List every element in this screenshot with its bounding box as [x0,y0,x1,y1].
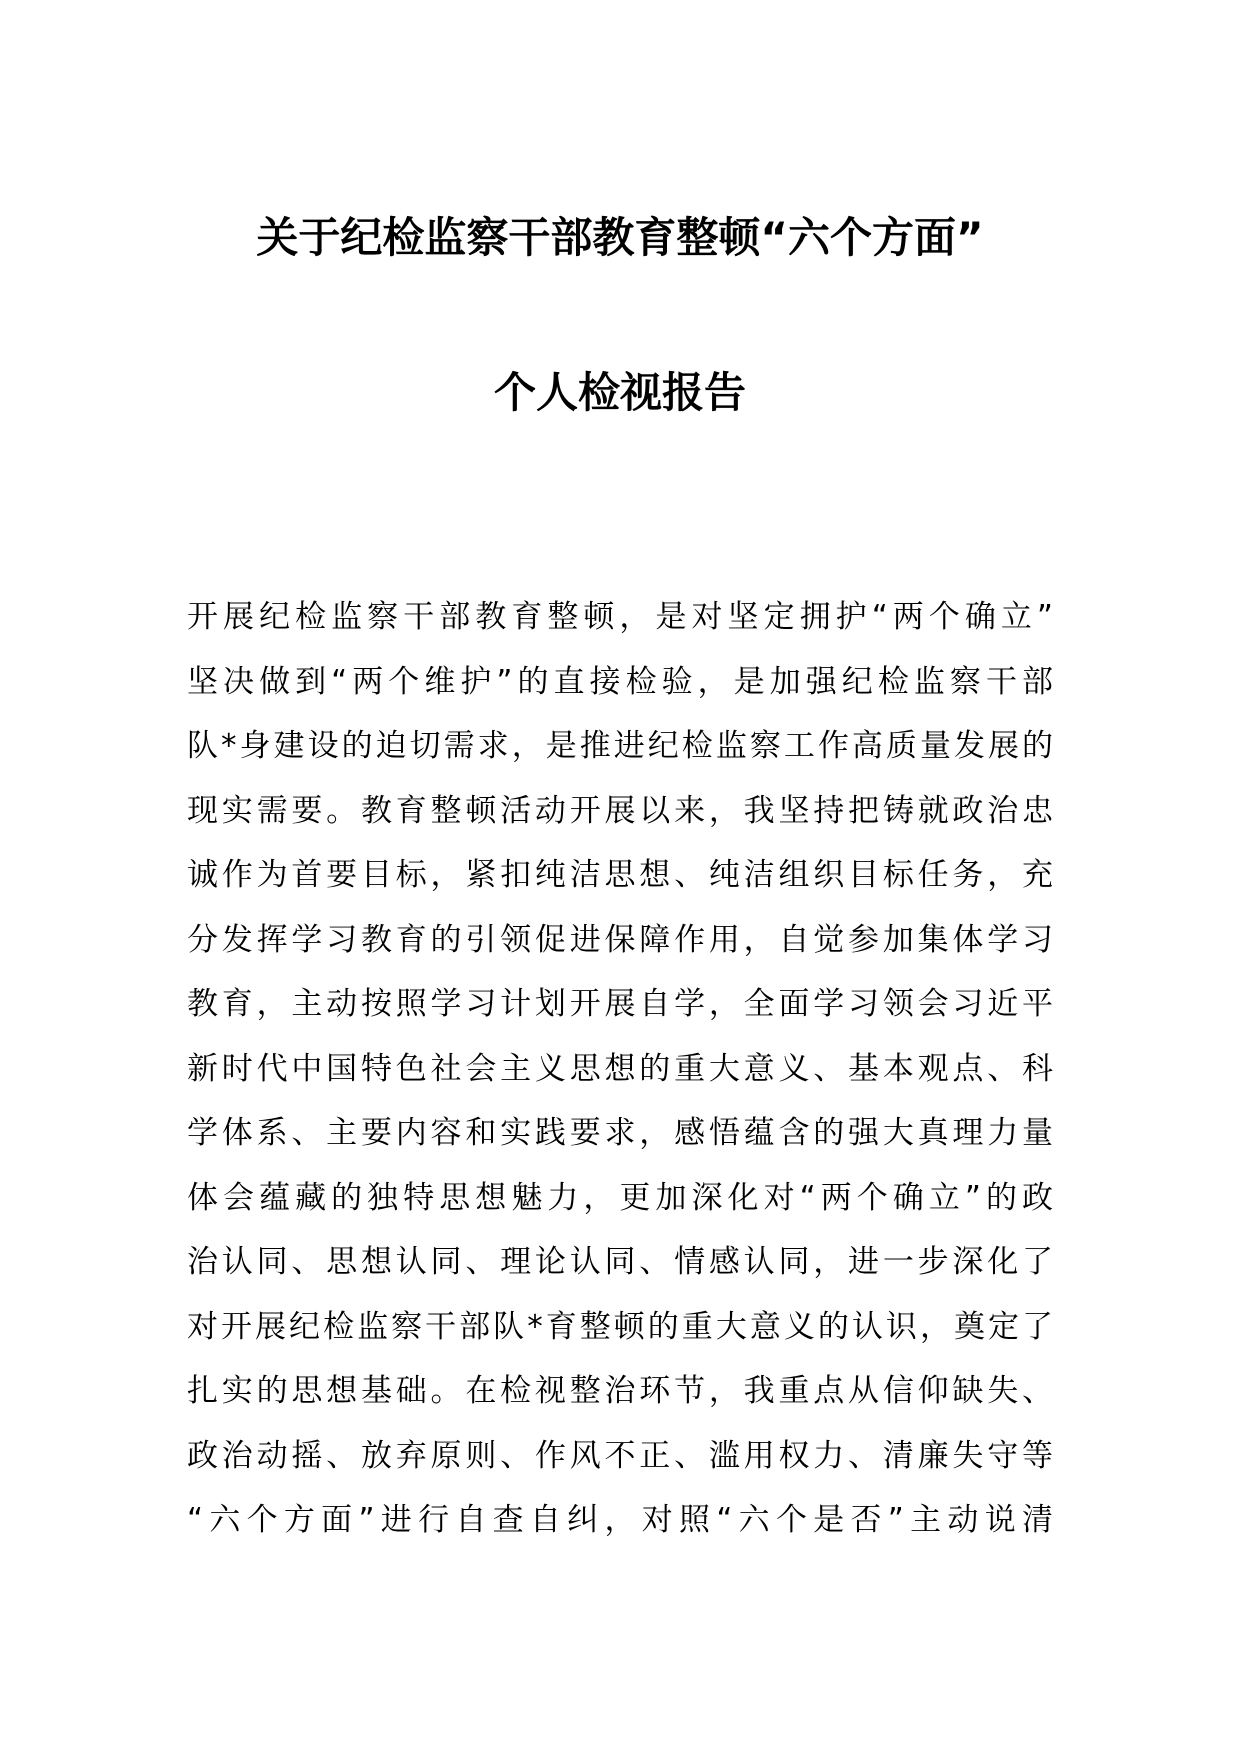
body-line: 新时代中国特色社会主义思想的重大意义、基本观点、科 [187,1050,1053,1087]
body-line: 分发挥学习教育的引领促进保障作用，自觉参加集体学习 [187,921,1053,958]
body-line: 对开展纪检监察干部队*育整顿的重大意义的认识，奠定了 [187,1308,1053,1345]
body-line: 队*身建设的迫切需求，是推进纪检监察工作高质量发展的 [187,728,1053,764]
body-line: “六个方面”进行自查自纠，对照“六个是否”主动说清 [187,1502,1053,1538]
document-title-line-2: 个人检视报告 [493,368,746,417]
body-line: 扎实的思想基础。在检视整治环节，我重点从信仰缺失、 [187,1373,1053,1409]
body-line: 现实需要。教育整顿活动开展以来，我坚持把铸就政治忠 [187,792,1053,829]
document-body-paragraph [187,585,1053,1553]
body-line: 体会蕴藏的独特思想魅力，更加深化对“两个确立”的政 [187,1179,1053,1216]
body-line: 开展纪检监察干部教育整顿，是对坚定拥护“两个确立” [187,599,1053,635]
body-line: 坚决做到“两个维护”的直接检验，是加强纪检监察干部 [187,663,1053,700]
body-line: 治认同、思想认同、理论认同、情感认同，进一步深化了 [187,1244,1053,1280]
body-line: 教育，主动按照学习计划开展自学，全面学习领会习近平 [187,986,1053,1022]
body-line: 学体系、主要内容和实践要求，感悟蕴含的强大真理力量 [187,1115,1053,1151]
document-title-line-1: 关于纪检监察干部教育整顿“六个方面” [256,213,984,262]
body-line: 诚作为首要目标，紧扣纯洁思想、纯洁组织目标任务，充 [187,857,1053,893]
body-line: 政治动摇、放弃原则、作风不正、滥用权力、清廉失守等 [187,1437,1053,1474]
